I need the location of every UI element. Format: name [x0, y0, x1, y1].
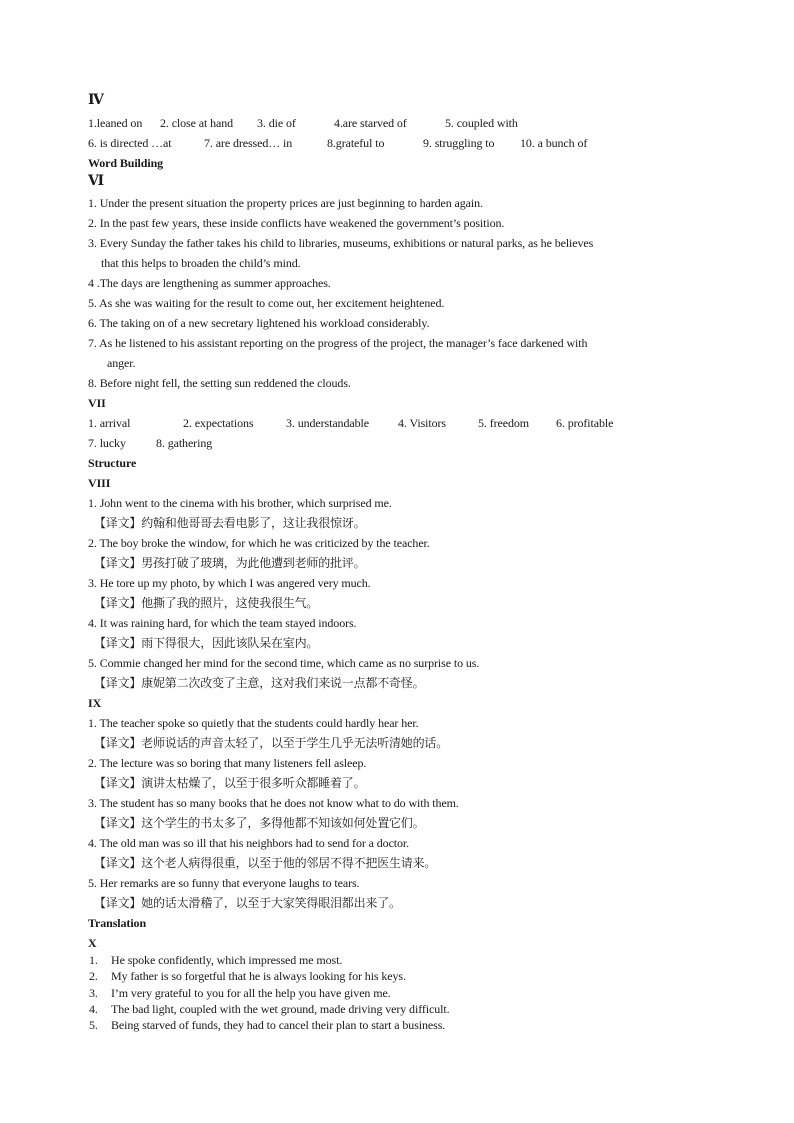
translation-heading: Translation	[88, 916, 147, 930]
sentence-translation: 【译文】她的话太滑稽了，以至于大家笑得眼泪都出来了。	[94, 896, 401, 910]
sentence-translation: 【译文】他撕了我的照片，这使我很生气。	[94, 596, 319, 610]
answer-item: 10. a bunch of	[520, 136, 588, 150]
list-item: 2. In the past few years, these inside conflicts have weakened the government’s position.	[88, 216, 505, 230]
list-item-continuation: that this helps to broaden the child’s mind.	[101, 256, 301, 270]
list-item: 7. As he listened to his assistant reporting on the progress of the project, the manager’s face darkened with	[88, 336, 588, 350]
sentence-translation: 【译文】老师说话的声音太轻了，以至于学生几乎无法听清她的话。	[94, 736, 449, 750]
answer-item: 3. understandable	[286, 416, 369, 430]
answer-item: 7. lucky	[88, 436, 126, 450]
numbered-item	[0, 1018, 794, 1032]
sentence-translation: 【译文】康妮第二次改变了主意，这对我们来说一点都不奇怪。	[94, 676, 425, 690]
answer-item: 1. arrival	[88, 416, 131, 430]
sentence-translation: 【译文】约翰和他哥哥去看电影了，这让我很惊讶。	[94, 516, 366, 530]
sentence-translation: 【译文】男孩打破了玻璃，为此他遭到老师的批评。	[94, 556, 366, 570]
item-text: I’m very grateful to you for all the help you have given me.	[111, 986, 391, 1000]
numbered-item	[0, 986, 794, 1000]
answer-item: 8.grateful to	[327, 136, 385, 150]
sentence-translation: 【译文】这个学生的书太多了，多得他都不知该如何处置它们。	[94, 816, 425, 830]
item-number: 5.	[89, 1018, 98, 1032]
answer-item: 1.leaned on	[88, 116, 143, 130]
sentence-en: 2. The lecture was so boring that many listeners fell asleep.	[88, 756, 367, 770]
item-number: 4.	[89, 1002, 98, 1016]
list-item: 8. Before night fell, the setting sun reddened the clouds.	[88, 376, 351, 390]
sentence-en: 5. Her remarks are so funny that everyone laughs to tears.	[88, 876, 360, 890]
sentence-translation: 【译文】演讲太枯燥了，以至于很多听众都睡着了。	[94, 776, 366, 790]
list-item: 6. The taking on of a new secretary lightened his workload considerably.	[88, 316, 430, 330]
sentence-translation: 【译文】这个老人病得很重，以至于他的邻居不得不把医生请来。	[94, 856, 437, 870]
sentence-en: 3. The student has so many books that he does not know what to do with them.	[88, 796, 459, 810]
structure-heading: Structure	[88, 456, 137, 470]
sentence-en: 3. He tore up my photo, by which I was angered very much.	[88, 576, 371, 590]
item-text: Being starved of funds, they had to cancel their plan to start a business.	[111, 1018, 446, 1032]
list-item: 3. Every Sunday the father takes his child to libraries, museums, exhibitions or natural parks, as he believes	[88, 236, 594, 250]
section-x-heading: X	[88, 936, 97, 950]
item-text: He spoke confidently, which impressed me most.	[111, 953, 343, 967]
answer-item: 8. gathering	[156, 436, 213, 450]
answer-item: 3. die of	[257, 116, 296, 130]
item-text: My father is so forgetful that he is always looking for his keys.	[111, 969, 406, 983]
answer-item: 5. coupled with	[445, 116, 518, 130]
word-building-heading: Word Building	[88, 156, 164, 170]
answer-item: 7. are dressed… in	[204, 136, 293, 150]
section-iv-heading: Ⅳ	[88, 93, 104, 108]
item-number: 1.	[89, 953, 98, 967]
section-viii-heading: VIII	[88, 476, 111, 490]
answer-item: 6. is directed …at	[88, 136, 172, 150]
section-vi-heading: Ⅵ	[88, 174, 104, 189]
section-vii-heading: VII	[88, 396, 106, 410]
answer-item: 2. close at hand	[160, 116, 234, 130]
answer-item: 9. struggling to	[423, 136, 495, 150]
sentence-en: 1. The teacher spoke so quietly that the students could hardly hear her.	[88, 716, 419, 730]
section-vii-row-1	[0, 416, 794, 430]
item-number: 2.	[89, 969, 98, 983]
sentence-en: 2. The boy broke the window, for which he was criticized by the teacher.	[88, 536, 430, 550]
sentence-en: 4. It was raining hard, for which the team stayed indoors.	[88, 616, 357, 630]
numbered-item	[0, 953, 794, 967]
list-item: 4 .The days are lengthening as summer approaches.	[88, 276, 331, 290]
answer-item: 6. profitable	[556, 416, 614, 430]
sentence-translation: 【译文】雨下得很大，因此该队呆在室内。	[94, 636, 319, 650]
section-iv-row-1	[0, 116, 794, 130]
list-item: 5. As she was waiting for the result to come out, her excitement heightened.	[88, 296, 445, 310]
sentence-en: 1. John went to the cinema with his brother, which surprised me.	[88, 496, 392, 510]
answer-item: 2. expectations	[183, 416, 254, 430]
list-item-continuation: anger.	[107, 356, 136, 370]
answer-item: 4. Visitors	[398, 416, 446, 430]
section-ix-heading: IX	[88, 696, 102, 710]
list-item: 1. Under the present situation the property prices are just beginning to harden again.	[88, 196, 483, 210]
sentence-en: 4. The old man was so ill that his neighbors had to send for a doctor.	[88, 836, 410, 850]
sentence-en: 5. Commie changed her mind for the second time, which came as no surprise to us.	[88, 656, 480, 670]
item-text: The bad light, coupled with the wet ground, made driving very difficult.	[111, 1002, 450, 1016]
item-number: 3.	[89, 986, 98, 1000]
section-vii-row-2	[0, 436, 794, 450]
numbered-item	[0, 1002, 794, 1016]
numbered-item	[0, 969, 794, 983]
answer-item: 4.are starved of	[334, 116, 407, 130]
section-iv-row-2	[0, 136, 794, 150]
answer-item: 5. freedom	[478, 416, 529, 430]
